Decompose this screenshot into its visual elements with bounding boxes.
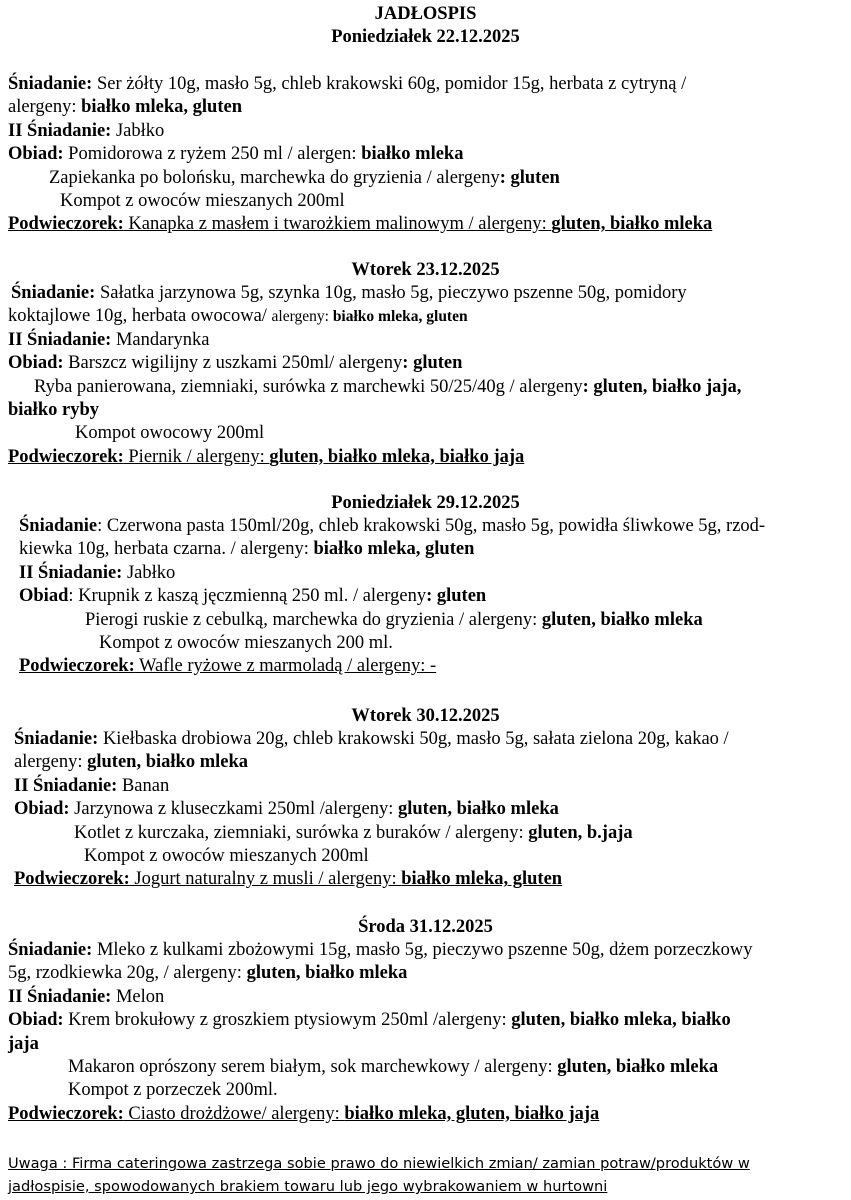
lunch-label: Obiad: [8, 353, 64, 374]
snack-allergens: gluten, białko mleka [551, 214, 713, 235]
snack-line [0, 446, 851, 469]
breakfast-label: Śniadanie: [8, 74, 93, 94]
day-section-5 [0, 916, 851, 1126]
compote-line: Kompot z owoców mieszanych 200 ml. [99, 633, 393, 654]
main-dish-allergens-cont: białko ryby [8, 400, 99, 421]
breakfast-allergens-line [0, 962, 851, 985]
main-dish-allergens: gluten, białko mleka [541, 609, 703, 630]
breakfast-text: Mleko z kulkami zbożowymi 15g, masło 5g, pieczywo pszenne 50g, dżem porzeczkowy [92, 940, 753, 960]
main-dish-text: Ryba panierowana, ziemniaki, surówka z marchewki 50/25/40g / alergeny [34, 376, 583, 397]
second-breakfast-line [0, 120, 851, 143]
main-dish-line [0, 167, 851, 190]
breakfast-text: Ser żółty 10g, masło 5g, chleb krakowski 60g, pomidor 15g, herbata z cytryną / [92, 74, 687, 94]
snack-allergens: białko mleka, gluten [401, 869, 563, 890]
lunch-text: : Krupnik z kaszą jęczmienną 250 ml. / alergeny [68, 586, 427, 607]
compote-line: Kompot owocowy 200ml [75, 423, 265, 444]
compote-line: Kompot z porzeczek 200ml. [68, 1080, 278, 1101]
breakfast-allergens-line [0, 751, 851, 774]
note-line-1: Uwaga : Firma cateringowa zastrzega sobie prawo do niewielkich zmian/ zamian potraw/produktów w [8, 1155, 750, 1172]
lunch-text: Jarzynowa z kluseczkami 250ml /alergeny: [69, 799, 398, 820]
compote-line: Kompot z owoców mieszanych 200ml [84, 846, 369, 867]
snack-text: Wafle ryżowe z marmoladą / alergeny: - [134, 656, 437, 677]
snack-line [0, 655, 851, 678]
breakfast-label: Śniadanie: [11, 283, 96, 303]
main-dish-text: Zapiekanka po bolońsku, marchewka do gryzienia / alergeny [49, 167, 500, 188]
day-section-4 [0, 705, 851, 892]
breakfast-line [0, 73, 851, 96]
breakfast-text: Sałatka jarzynowa 5g, szynka 10g, masło 5g, pieczywo pszenne 50g, pomidory [95, 283, 687, 303]
day-heading: Wtorek 23.12.2025 [351, 260, 500, 280]
breakfast-text-cont: 5g, rzodkiewka 20g, / alergeny: [8, 963, 247, 984]
lunch-allergens: : gluten [426, 586, 487, 607]
breakfast-allergens: białko mleka, gluten [81, 97, 242, 118]
main-dish-line [0, 609, 851, 632]
main-dish-allergens: gluten, b.jaja [528, 822, 633, 843]
second-breakfast-line [0, 775, 851, 798]
snack-text: Jogurt naturalny z musli / alergeny: [129, 869, 402, 890]
day-heading: Poniedziałek 22.12.2025 [331, 27, 520, 47]
lunch-text: Barszcz wigilijny z uszkami 250ml/ alergeny [63, 353, 403, 374]
second-breakfast-label: II Śniadanie: [8, 120, 112, 141]
snack-label: Podwieczorek: [14, 869, 130, 890]
breakfast-allergens: gluten, białko mleka [87, 752, 248, 773]
lunch-label: Obiad: [14, 799, 70, 820]
snack-text: Piernik / alergeny: [123, 446, 270, 467]
main-dish-text: Pierogi ruskie z cebulką, marchewka do gryzienia / alergeny: [85, 609, 542, 630]
breakfast-allergens: białko mleka, gluten [332, 308, 468, 326]
day-section-2 [0, 259, 851, 469]
lunch-line [0, 798, 851, 821]
breakfast-text: : Czerwona pasta 150ml/20g, chleb krakowski 50g, masło 5g, powidła śliwkowe 5g, rzod- [97, 516, 766, 536]
lunch-label: Obiad [19, 586, 69, 607]
breakfast-text-cont: koktajlowe 10g, herbata owocowa/ [8, 306, 272, 327]
snack-text: Ciasto drożdżowe/ alergeny: [123, 1103, 345, 1124]
allergens-label: alergeny: [8, 97, 82, 118]
second-breakfast-label: II Śniadanie: [14, 775, 118, 796]
breakfast-line [0, 939, 851, 962]
second-breakfast-line [0, 329, 851, 352]
snack-label: Podwieczorek: [8, 446, 124, 467]
snack-line [0, 1103, 851, 1126]
lunch-allergens-cont-line [0, 1033, 851, 1056]
second-breakfast-text: Banan [117, 775, 170, 796]
snack-allergens: białko mleka, gluten, białko jaja [344, 1103, 600, 1124]
menu-title: JADŁOSPIS [374, 4, 477, 24]
lunch-allergens-cont: jaja [8, 1033, 39, 1054]
lunch-label: Obiad: [8, 144, 64, 165]
breakfast-allergens: białko mleka, gluten [313, 539, 475, 560]
second-breakfast-text: Jabłko [111, 120, 165, 141]
day-heading: Środa 31.12.2025 [358, 917, 493, 937]
second-breakfast-line [0, 986, 851, 1009]
snack-label: Podwieczorek: [19, 656, 135, 677]
lunch-allergens: białko mleka [361, 144, 464, 165]
main-dish-text: Makaron oprószony serem białym, sok marchewkowy / alergeny: [68, 1057, 558, 1078]
breakfast-line [0, 515, 851, 538]
main-dish-text: Kotlet z kurczaka, ziemniaki, surówka z buraków / alergeny: [74, 822, 529, 843]
second-breakfast-text: Jabłko [122, 562, 176, 583]
compote-line: Kompot z owoców mieszanych 200ml [60, 191, 345, 212]
lunch-text: Pomidorowa z ryżem 250 ml / alergen: [63, 144, 362, 165]
lunch-line [0, 352, 851, 375]
second-breakfast-line [0, 562, 851, 585]
second-breakfast-text: Melon [111, 986, 165, 1007]
breakfast-allergens: gluten, białko mleka [246, 963, 408, 984]
lunch-allergens: gluten, białko mleka [397, 799, 559, 820]
snack-label: Podwieczorek: [8, 1103, 124, 1124]
lunch-text: Krem brokułowy z groszkiem ptysiowym 250ml /alergeny: [63, 1010, 512, 1031]
second-breakfast-label: II Śniadanie: [8, 329, 112, 350]
lunch-line [0, 1009, 851, 1032]
snack-line [0, 213, 851, 236]
breakfast-line [0, 282, 851, 305]
day-section-1 [0, 26, 851, 237]
lunch-allergens: gluten, białko mleka, białko [511, 1010, 731, 1031]
lunch-label: Obiad: [8, 1010, 64, 1031]
second-breakfast-label: II Śniadanie: [8, 986, 112, 1007]
lunch-allergens: : gluten [402, 353, 463, 374]
second-breakfast-label: II Śniadanie: [19, 562, 123, 583]
breakfast-line [0, 728, 851, 751]
breakfast-label: Śniadanie: [8, 940, 93, 960]
main-dish-line [0, 822, 851, 845]
lunch-line [0, 143, 851, 166]
breakfast-allergens-line [0, 538, 851, 561]
breakfast-allergens-line [0, 96, 851, 119]
main-dish-allergens-cont-line [0, 399, 851, 422]
day-heading: Poniedziałek 29.12.2025 [331, 493, 520, 513]
breakfast-label: Śniadanie [19, 516, 98, 536]
main-dish-allergens: : gluten [499, 167, 560, 188]
lunch-line [0, 585, 851, 608]
allergens-label: alergeny: [271, 308, 333, 326]
breakfast-label: Śniadanie: [14, 729, 99, 749]
day-section-3 [0, 492, 851, 679]
breakfast-allergens-line [0, 305, 851, 328]
snack-label: Podwieczorek: [8, 214, 124, 235]
breakfast-text-cont: alergeny: [14, 752, 88, 773]
main-dish-line [0, 376, 851, 399]
second-breakfast-text: Mandarynka [111, 329, 210, 350]
main-dish-line [0, 1056, 851, 1079]
main-dish-allergens: : gluten, białko jaja, [582, 376, 742, 397]
day-heading: Wtorek 30.12.2025 [351, 706, 500, 726]
main-dish-allergens: gluten, białko mleka [557, 1057, 719, 1078]
breakfast-text: Kiełbaska drobiowa 20g, chleb krakowski 50g, masło 5g, sałata zielona 20g, kakao / [98, 729, 729, 749]
snack-text: Kanapka z masłem i twarożkiem malinowym / alergeny: [123, 214, 552, 235]
catering-note [8, 1152, 808, 1198]
breakfast-text-cont: kiewka 10g, herbata czarna. / alergeny: [19, 539, 314, 560]
snack-allergens: gluten, białko mleka, białko jaja [269, 446, 525, 467]
note-line-2: jadłospisie, spowodowanych brakiem towaru lub jego wybrakowaniem w hurtowni [8, 1178, 608, 1195]
snack-line [0, 868, 851, 891]
